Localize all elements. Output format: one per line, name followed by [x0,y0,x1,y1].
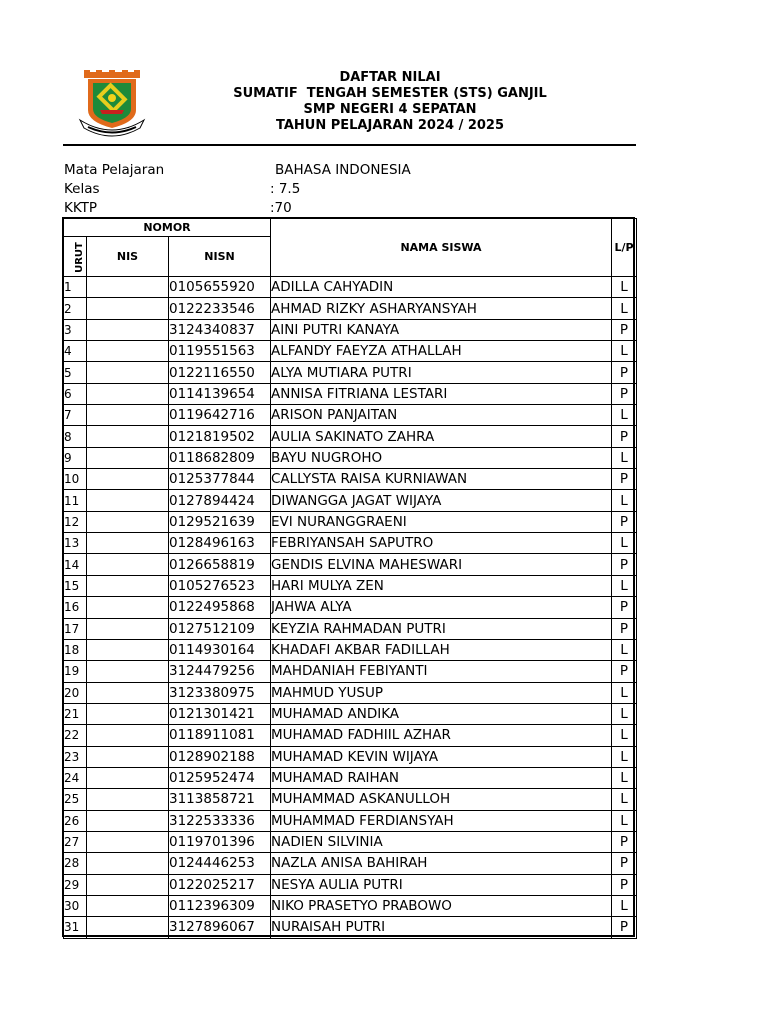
table-row [64,298,637,319]
table-row [64,725,637,746]
row-gender: L [612,767,637,788]
row-nis [87,703,169,724]
row-student-name: ADILLA CAHYADIN [271,277,612,298]
row-number: 23 [64,746,87,767]
table-row [64,767,637,788]
table-row [64,682,637,703]
row-gender: L [612,789,637,810]
row-nis [87,874,169,895]
row-number: 18 [64,639,87,660]
row-nisn: 0119551563 [169,341,271,362]
row-student-name: GENDIS ELVINA MAHESWARI [271,554,612,575]
row-gender: L [612,703,637,724]
row-nisn: 0105276523 [169,575,271,596]
table-row [64,575,637,596]
row-gender: P [612,469,637,490]
row-student-name: AINI PUTRI KANAYA [271,319,612,340]
row-nis [87,383,169,404]
row-nisn: 0121819502 [169,426,271,447]
mapel-value: BAHASA INDONESIA [275,162,411,178]
row-nis [87,725,169,746]
row-nis [87,746,169,767]
row-student-name: ALFANDY FAEYZA ATHALLAH [271,341,612,362]
row-nis [87,554,169,575]
row-nis [87,575,169,596]
row-nisn: 0122495868 [169,597,271,618]
row-student-name: MAHDANIAH FEBIYANTI [271,661,612,682]
student-table [63,218,637,939]
row-number: 19 [64,661,87,682]
row-nisn: 0119701396 [169,831,271,852]
row-nisn: 0121301421 [169,703,271,724]
table-row [64,533,637,554]
row-nisn: 0122233546 [169,298,271,319]
row-number: 22 [64,725,87,746]
table-row [64,831,637,852]
table-row [64,703,637,724]
row-number: 28 [64,853,87,874]
row-gender: L [612,895,637,916]
row-gender: P [612,511,637,532]
row-nis [87,789,169,810]
table-row [64,447,637,468]
row-nis [87,682,169,703]
row-nisn: 0127894424 [169,490,271,511]
tangerang-regency-emblem-icon [78,70,146,138]
row-gender: P [612,618,637,639]
kelas-label: Kelas [64,181,100,197]
row-nisn: 3127896067 [169,917,271,938]
row-nis [87,362,169,383]
row-student-name: CALLYSTA RAISA KURNIAWAN [271,469,612,490]
row-number: 17 [64,618,87,639]
row-gender: P [612,383,637,404]
row-nisn: 3123380975 [169,682,271,703]
row-student-name: KHADAFI AKBAR FADILLAH [271,639,612,660]
kktp-value: :70 [270,200,292,216]
table-row [64,511,637,532]
row-student-name: NAZLA ANISA BAHIRAH [271,853,612,874]
mapel-label: Mata Pelajaran [64,162,165,178]
row-gender: P [612,874,637,895]
row-gender: L [612,575,637,596]
row-nis [87,277,169,298]
table-row [64,895,637,916]
row-gender: L [612,490,637,511]
header-nomor: NOMOR [64,219,271,237]
row-nis [87,618,169,639]
row-gender: P [612,319,637,340]
row-nisn: 0129521639 [169,511,271,532]
table-row [64,405,637,426]
row-gender: L [612,447,637,468]
title-underline [63,144,636,146]
table-row [64,789,637,810]
row-nis [87,319,169,340]
row-student-name: ALYA MUTIARA PUTRI [271,362,612,383]
table-row [64,554,637,575]
row-gender: P [612,661,637,682]
row-nisn: 0112396309 [169,895,271,916]
row-student-name: MUHAMAD FADHIIL AZHAR [271,725,612,746]
row-student-name: HARI MULYA ZEN [271,575,612,596]
row-student-name: AHMAD RIZKY ASHARYANSYAH [271,298,612,319]
row-gender: P [612,597,637,618]
table-row [64,426,637,447]
title-line-1: DAFTAR NILAI [339,70,441,85]
row-number: 8 [64,426,87,447]
row-nisn: 0118911081 [169,725,271,746]
header-nis: NIS [87,237,169,277]
table-row [64,661,637,682]
row-gender: P [612,831,637,852]
row-number: 14 [64,554,87,575]
row-student-name: MUHAMAD RAIHAN [271,767,612,788]
table-row [64,597,637,618]
row-number: 30 [64,895,87,916]
table-row [64,277,637,298]
row-nis [87,661,169,682]
row-student-name: ARISON PANJAITAN [271,405,612,426]
info-kktp [64,199,292,217]
row-number: 4 [64,341,87,362]
row-nisn: 0125952474 [169,767,271,788]
row-nisn: 3113858721 [169,789,271,810]
row-number: 1 [64,277,87,298]
row-gender: L [612,533,637,554]
info-kelas [64,180,301,198]
row-nis [87,767,169,788]
table-row [64,874,637,895]
row-student-name: NURAISAH PUTRI [271,917,612,938]
table-row [64,469,637,490]
row-number: 6 [64,383,87,404]
row-student-name: FEBRIYANSAH SAPUTRO [271,533,612,554]
document-title [200,70,580,134]
row-gender: P [612,853,637,874]
row-number: 16 [64,597,87,618]
row-student-name: MAHMUD YUSUP [271,682,612,703]
row-number: 11 [64,490,87,511]
row-number: 26 [64,810,87,831]
row-student-name: NIKO PRASETYO PRABOWO [271,895,612,916]
row-student-name: ANNISA FITRIANA LESTARI [271,383,612,404]
row-nisn: 3122533336 [169,810,271,831]
row-student-name: MUHAMMAD ASKANULLOH [271,789,612,810]
row-nis [87,639,169,660]
row-nis [87,490,169,511]
header-urut-label: URUT [73,242,85,273]
table-row [64,341,637,362]
row-number: 25 [64,789,87,810]
row-gender: L [612,682,637,703]
row-number: 13 [64,533,87,554]
row-nis [87,917,169,938]
row-student-name: KEYZIA RAHMADAN PUTRI [271,618,612,639]
row-nisn: 0127512109 [169,618,271,639]
row-nis [87,533,169,554]
row-nisn: 0125377844 [169,469,271,490]
row-gender: L [612,277,637,298]
table-row [64,746,637,767]
row-nis [87,511,169,532]
row-number: 27 [64,831,87,852]
row-number: 12 [64,511,87,532]
header-nisn: NISN [169,237,271,277]
row-nisn: 0122025217 [169,874,271,895]
table-row [64,810,637,831]
table-row [64,917,637,938]
row-nisn: 0114930164 [169,639,271,660]
row-number: 5 [64,362,87,383]
row-number: 15 [64,575,87,596]
row-number: 21 [64,703,87,724]
row-nisn: 0124446253 [169,853,271,874]
row-gender: P [612,554,637,575]
row-gender: L [612,405,637,426]
row-number: 2 [64,298,87,319]
row-nis [87,853,169,874]
header-urut [64,237,87,277]
table-row [64,618,637,639]
row-nis [87,597,169,618]
row-gender: P [612,917,637,938]
row-nis [87,341,169,362]
row-gender: L [612,746,637,767]
row-number: 24 [64,767,87,788]
header-nama: NAMA SISWA [271,219,612,277]
row-nis [87,298,169,319]
row-number: 7 [64,405,87,426]
row-gender: L [612,810,637,831]
row-gender: L [612,725,637,746]
row-nisn: 0128496163 [169,533,271,554]
row-nis [87,447,169,468]
row-number: 20 [64,682,87,703]
table-row [64,853,637,874]
row-gender: L [612,639,637,660]
row-nisn: 0126658819 [169,554,271,575]
row-nisn: 3124340837 [169,319,271,340]
row-student-name: NADIEN SILVINIA [271,831,612,852]
row-number: 10 [64,469,87,490]
title-line-3: SMP NEGERI 4 SEPATAN [303,102,477,117]
row-nisn: 0114139654 [169,383,271,404]
row-student-name: MUHAMMAD FERDIANSYAH [271,810,612,831]
row-student-name: MUHAMAD ANDIKA [271,703,612,724]
row-student-name: BAYU NUGROHO [271,447,612,468]
row-nis [87,426,169,447]
row-student-name: DIWANGGA JAGAT WIJAYA [271,490,612,511]
row-nisn: 3124479256 [169,661,271,682]
row-nis [87,895,169,916]
row-gender: P [612,362,637,383]
row-nisn: 0118682809 [169,447,271,468]
row-student-name: AULIA SAKINATO ZAHRA [271,426,612,447]
row-nis [87,831,169,852]
row-number: 9 [64,447,87,468]
row-nisn: 0122116550 [169,362,271,383]
row-number: 3 [64,319,87,340]
row-student-name: MUHAMAD KEVIN WIJAYA [271,746,612,767]
row-student-name: JAHWA ALYA [271,597,612,618]
row-nis [87,405,169,426]
header-lp: L/P [612,219,637,277]
kelas-value: : 7.5 [270,181,301,197]
title-line-4: TAHUN PELAJARAN 2024 / 2025 [275,118,505,133]
kktp-label: KKTP [64,200,98,216]
row-student-name: NESYA AULIA PUTRI [271,874,612,895]
row-gender: L [612,298,637,319]
row-nisn: 0105655920 [169,277,271,298]
info-mapel [64,161,411,179]
row-student-name: EVI NURANGGRAENI [271,511,612,532]
table-row [64,639,637,660]
title-line-2: SUMATIF TENGAH SEMESTER (STS) GANJIL [233,86,547,101]
table-row [64,490,637,511]
row-number: 29 [64,874,87,895]
row-nisn: 0128902188 [169,746,271,767]
table-row [64,319,637,340]
row-nis [87,810,169,831]
row-number: 31 [64,917,87,938]
row-gender: P [612,426,637,447]
table-row [64,383,637,404]
row-nis [87,469,169,490]
row-gender: L [612,341,637,362]
table-row [64,362,637,383]
row-nisn: 0119642716 [169,405,271,426]
